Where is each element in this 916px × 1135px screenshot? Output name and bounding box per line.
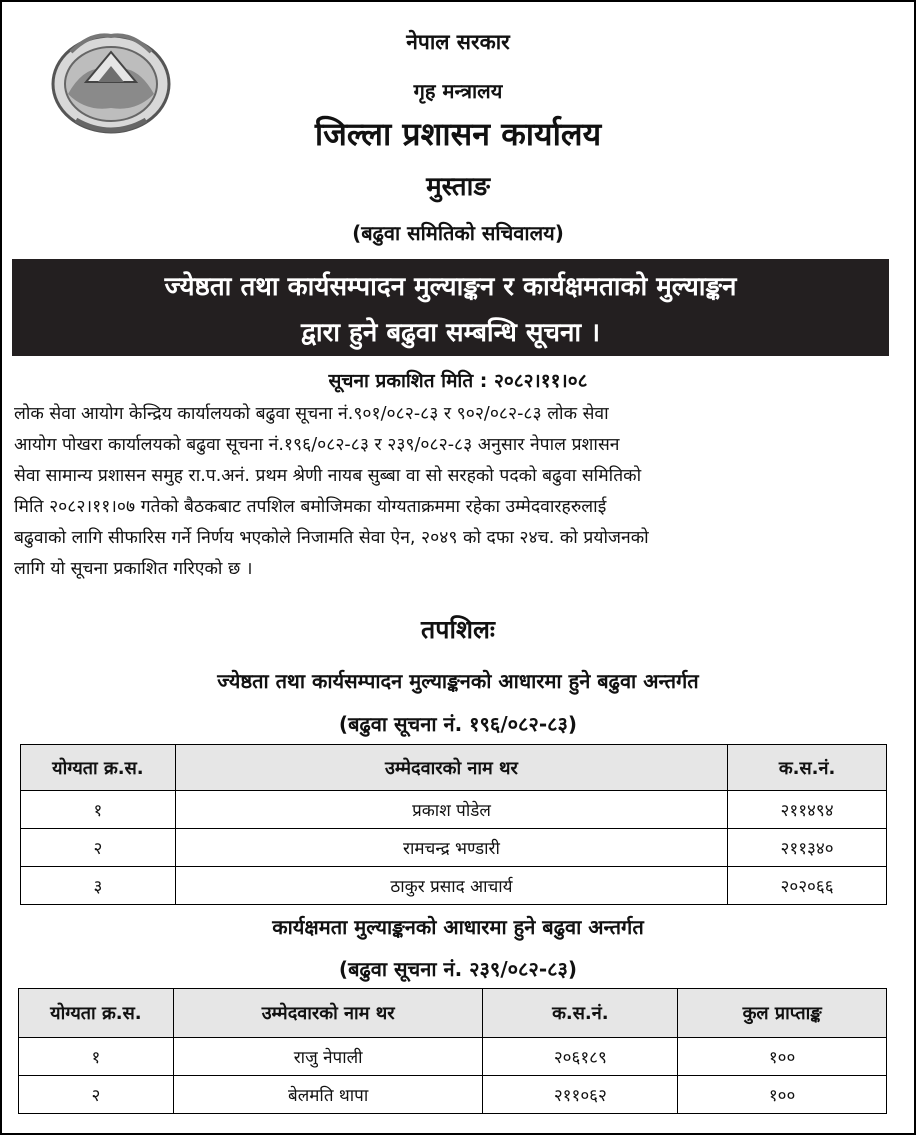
body-line: लागि यो सूचना प्रकाशित गरिएको छ ।: [14, 559, 253, 579]
body-line: लोक सेवा आयोग केन्द्रिय कार्यालयको बढुवा सूचना नं.९०१/०८२-८३ र ९०२/०८२-८३ लोक सेवा: [14, 404, 609, 424]
notice-body: [14, 399, 894, 585]
score-cell: १००: [678, 1076, 887, 1114]
banner-line-2: द्वारा हुने बढुवा सम्बन्धि सूचना ।: [300, 318, 601, 348]
table-header-row: [21, 745, 887, 791]
col-header: उम्मेदवारको नाम थर: [173, 989, 483, 1038]
tapsil-heading: तपशिलः: [421, 615, 495, 644]
symbol-cell: २०६१८९: [483, 1038, 678, 1076]
name-cell: बेलमति थापा: [173, 1076, 483, 1114]
col-header: उम्मेदवारको नाम थर: [175, 745, 727, 791]
ministry-title: गृह मन्त्रालय: [413, 79, 503, 103]
rank-cell: ३: [21, 867, 176, 905]
symbol-cell: २११४९४: [728, 791, 887, 829]
col-header: क.स.नं.: [728, 745, 887, 791]
col-header: योग्यता क्र.स.: [21, 745, 176, 791]
body-line: मिति २०८२।११।०७ गतेको बैठकबाट तपशिल बमोजिमका योग्यताक्रममा रहेका उम्मेदवारहरुलाई: [14, 497, 607, 517]
rank-cell: २: [19, 1076, 174, 1114]
table-row: [21, 791, 887, 829]
table-row: [19, 1076, 887, 1114]
col-header: योग्यता क्र.स.: [19, 989, 174, 1038]
section2-title: कार्यक्षमता मुल्याङ्कनको आधारमा हुने बढुवा अन्तर्गत: [272, 915, 644, 939]
body-line: आयोग पोखरा कार्यालयको बढुवा सूचना नं.१९६/०८२-८३ र २३९/०८२-८३ अनुसार नेपाल प्रशासन: [14, 435, 620, 455]
notice-banner: [12, 259, 889, 356]
symbol-cell: २११०६२: [483, 1076, 678, 1114]
name-cell: राजु नेपाली: [173, 1038, 483, 1076]
name-cell: प्रकाश पोडेल: [175, 791, 727, 829]
rank-cell: १: [21, 791, 176, 829]
gov-title: नेपाल सरकार: [406, 30, 510, 54]
symbol-cell: २११३४०: [728, 829, 887, 867]
rank-cell: २: [21, 829, 176, 867]
published-date: सूचना प्रकाशित मिति : २०८२।११।०८: [328, 370, 588, 392]
secretariat-title: (बढुवा समितिको सचिवालय): [352, 221, 564, 245]
table-row: [21, 829, 887, 867]
table-header-row: [19, 989, 887, 1038]
efficiency-table: [18, 988, 887, 1114]
banner-line-1: ज्येष्ठता तथा कार्यसम्पादन मुल्याङ्कन र कार्यक्षमताको मुल्याङ्कन: [164, 272, 737, 302]
seniority-table: [20, 744, 887, 905]
symbol-cell: २०२०६६: [728, 867, 887, 905]
name-cell: रामचन्द्र भण्डारी: [175, 829, 727, 867]
section1-notice: (बढुवा सूचना नं. १९६/०८२-८३): [338, 712, 578, 736]
section2-notice: (बढुवा सूचना नं. २३९/०८२-८३): [338, 957, 578, 981]
district-title: मुस्ताङ: [426, 172, 490, 202]
table-row: [19, 1038, 887, 1076]
col-header: क.स.नं.: [483, 989, 678, 1038]
section1-title: ज्येष्ठता तथा कार्यसम्पादन मुल्याङ्कनको आधारमा हुने बढुवा अन्तर्गत: [217, 669, 699, 693]
table-row: [21, 867, 887, 905]
name-cell: ठाकुर प्रसाद आचार्य: [175, 867, 727, 905]
col-header: कुल प्राप्ताङ्क: [678, 989, 887, 1038]
rank-cell: १: [19, 1038, 174, 1076]
body-line: बढुवाको लागि सीफारिस गर्ने निर्णय भएकोले निजामति सेवा ऐन, २०४९ को दफा २४च. को प्रयोजनको: [14, 528, 649, 548]
score-cell: १००: [678, 1038, 887, 1076]
office-title: जिल्ला प्रशासन कार्यालय: [314, 115, 602, 153]
body-line: सेवा सामान्य प्रशासन समुह रा.प.अनं. प्रथम श्रेणी नायब सुब्बा वा सो सरहको पदको बढुवा समितिको: [14, 466, 642, 486]
